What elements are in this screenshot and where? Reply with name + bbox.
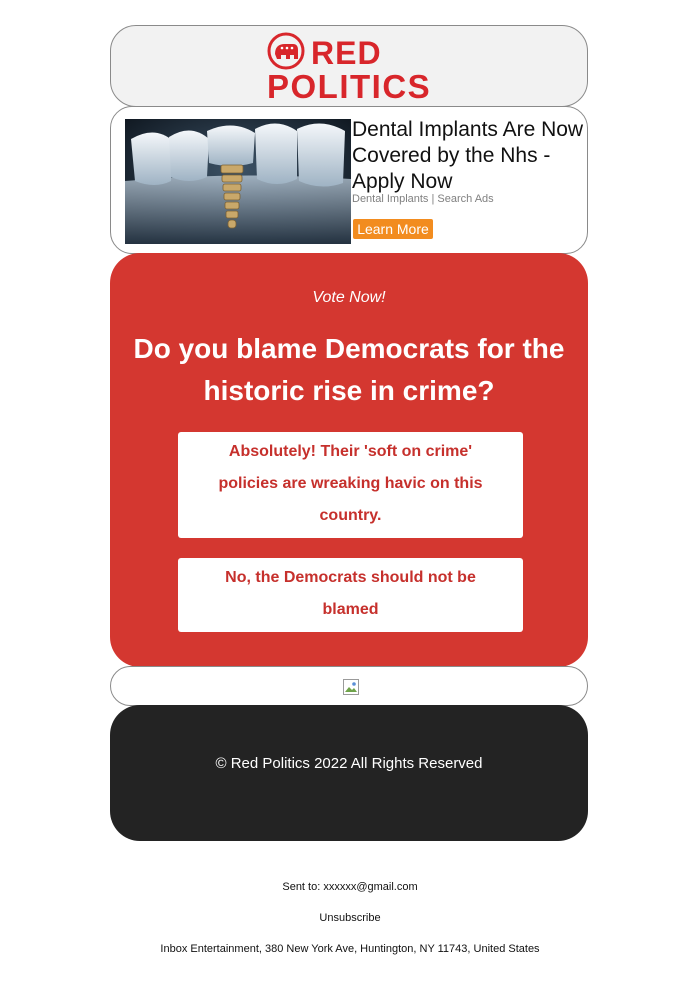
red-politics-logo[interactable] <box>267 32 437 104</box>
copyright-text: © Red Politics 2022 All Rights Reserved <box>215 755 483 772</box>
poll-question: Do you blame Democrats for the historic rise in crime? <box>133 333 565 406</box>
poll-option-yes[interactable]: Absolutely! Their 'soft on crime' policies are wreaking havic on this country. <box>178 432 523 538</box>
sender-address: Inbox Entertainment, 380 New York Ave, Huntington, NY 11743, United States <box>160 943 540 955</box>
elephant-icon <box>267 32 305 70</box>
ad-headline[interactable]: Dental Implants Are Now Covered by the Nhs - Apply Now <box>352 118 584 193</box>
broken-image-icon[interactable] <box>343 679 359 695</box>
footer <box>110 705 588 841</box>
dental-implant-illustration <box>125 119 351 244</box>
logo-word-red: RED <box>311 35 382 71</box>
logo-word-politics: POLITICS <box>267 68 432 105</box>
header-banner <box>110 25 588 107</box>
learn-more-button[interactable]: Learn More <box>353 219 433 239</box>
ad-source: Dental Implants | Search Ads <box>352 193 494 205</box>
image-strip <box>110 666 588 706</box>
poll-section <box>110 253 588 667</box>
poll-option-no[interactable]: No, the Democrats should not be blamed <box>178 558 523 632</box>
unsubscribe-link[interactable]: Unsubscribe <box>319 912 381 924</box>
ad-image-dental-implant[interactable] <box>125 119 351 244</box>
sponsored-ad[interactable] <box>110 106 588 254</box>
sent-to-text: Sent to: xxxxxx@gmail.com <box>282 881 418 893</box>
poll-kicker: Vote Now! <box>312 289 386 306</box>
